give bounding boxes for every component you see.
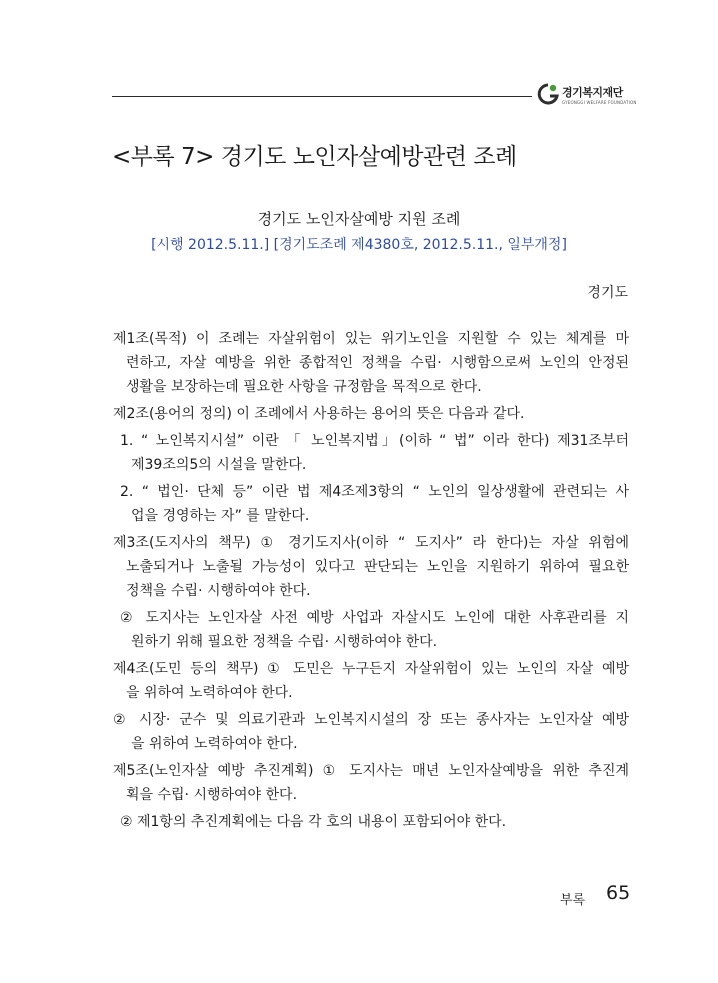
article-3-para-2 [113,606,629,654]
article-2-item-1 [113,429,629,477]
foundation-logo-icon [536,82,560,110]
ordinance-enforcement-info: [시행 2012.5.11.] [경기도조례 제4380호, 2012.5.11., 일부개정] [151,237,567,253]
article-4-para-2 [113,708,629,756]
article-line: 련하고, 자살 예방을 위한 종합적인 정책을 수립· 시행함으로써 노인의 안정된 [126,355,629,371]
ordinance-title: 경기도 노인자살예방 지원 조례 [257,210,461,228]
article-line: ② 시장· 군수 및 의료기관과 노인복지시설의 장 또는 종사자는 노인자살 예방 [113,712,629,728]
footer-section-label: 부록 [560,893,586,908]
article-line: 을 위하여 노력하여야 한다. [131,736,298,752]
ordinance-issuer: 경기도 [587,285,628,301]
article-3 [113,531,629,603]
article-line: ② 도지사는 노인자살 사전 예방 사업과 자살시도 노인에 대한 사후관리를 지 [120,610,629,626]
logo-name: 경기복지재단 [562,86,623,99]
article-line: 제5조(노인자살 예방 추진계획) ① 도지사는 매년 노인자살예방을 위한 추진계 [113,763,629,779]
article-line: 제1조(목적) 이 조례는 자살위험이 있는 위기노인을 지원할 수 있는 체계를 마 [113,331,629,347]
page-number: 65 [606,882,631,904]
appendix-title: <부록 7> 경기도 노인자살예방관련 조례 [112,144,517,170]
header-rule [112,96,532,97]
article-line: 제2조(용어의 정의) 이 조례에서 사용하는 용어의 뜻은 다음과 같다. [113,406,525,422]
article-line: 원하기 위해 필요한 정책을 수립· 시행하여야 한다. [131,634,438,650]
article-5-para-2 [113,810,629,834]
article-line: 제4조(도민 등의 책무) ① 도민은 누구든지 자살위험이 있는 노인의 자살 예방 [113,661,629,677]
article-2-item-2 [113,480,629,528]
article-line: ② 제1항의 추진계획에는 다음 각 호의 내용이 포함되어야 한다. [120,814,507,830]
foundation-logo [536,80,646,114]
article-line: 정책을 수립· 시행하여야 한다. [126,583,311,599]
article-line: 업을 경영하는 자” 를 말한다. [131,508,310,524]
article-line: 제39조의5의 시설을 말한다. [131,457,307,473]
article-5 [113,759,629,807]
article-line: 획을 수립· 시행하여야 한다. [126,787,298,803]
logo-subtitle: GYEONGGI WELFARE FOUNDATION [562,100,637,105]
article-line: 2. “ 법인· 단체 등” 이란 법 제4조제3항의 “ 노인의 일상생활에 관련되는 사 [120,484,629,500]
article-line: 제3조(도지사의 책무) ① 경기도지사(이하 “ 도지사” 라 한다)는 자살 위험에 [113,535,629,551]
article-1 [113,327,629,399]
article-line: 을 위하여 노력하여야 한다. [126,685,293,701]
article-line: 생활을 보장하는데 필요한 사항을 규정함을 목적으로 한다. [126,379,482,395]
article-4 [113,657,629,705]
article-line: 1. “ 노인복지시설” 이란 「 노인복지법」(이하 “ 법” 이라 한다) 제31조부터 [120,433,629,449]
ordinance-body [113,327,629,837]
article-2 [113,402,629,426]
article-line: 노출되거나 노출될 가능성이 있다고 판단되는 노인을 지원하기 위하여 필요한 [126,559,629,575]
